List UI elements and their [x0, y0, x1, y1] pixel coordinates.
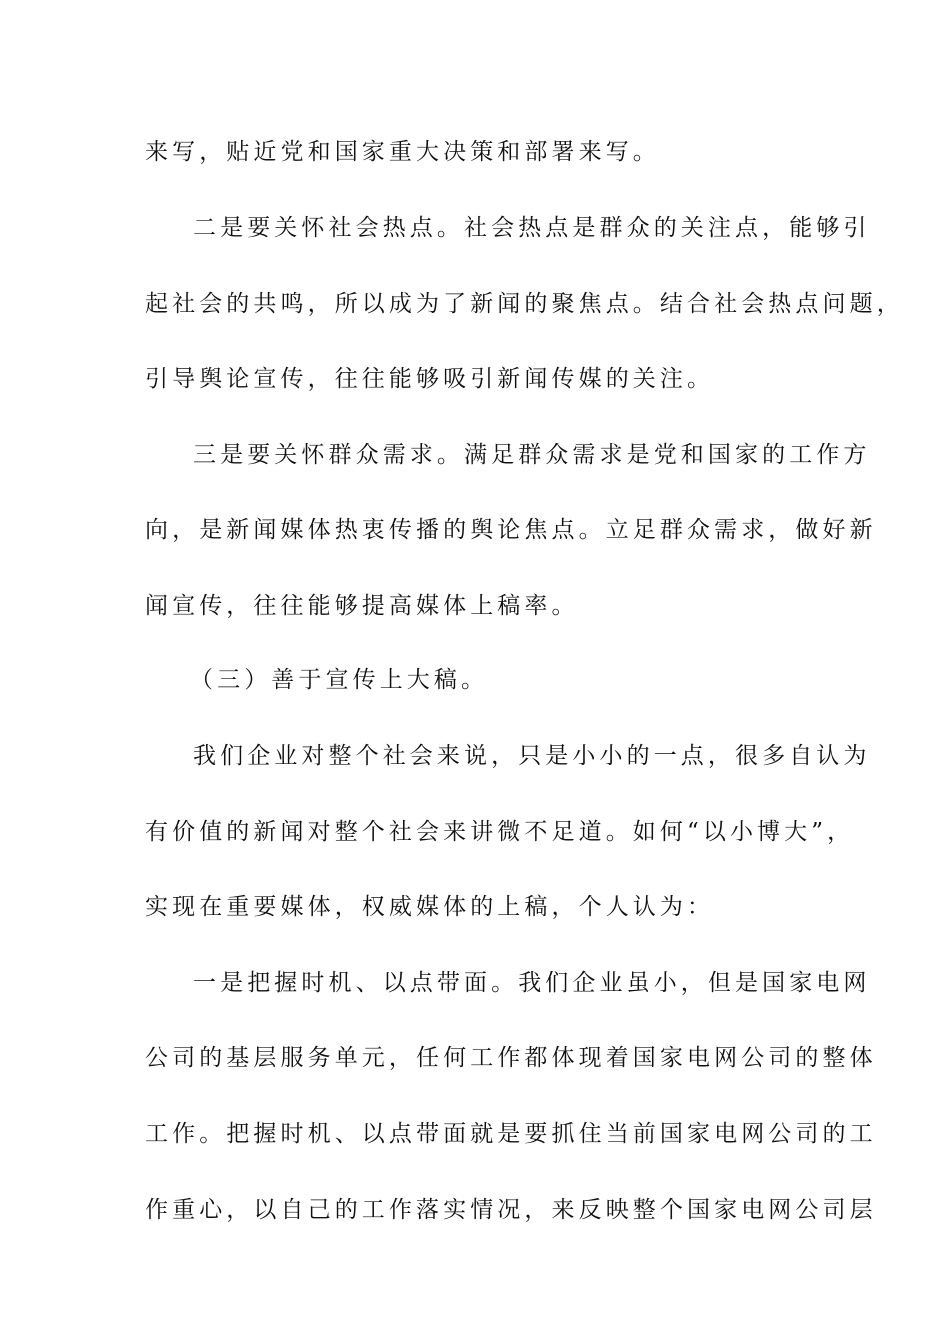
- text-line: 闻宣传，往往能够提高媒体上稿率。: [145, 593, 579, 619]
- text-line: 实现在重要媒体，权威媒体的上稿，个人认为：: [145, 894, 715, 920]
- paragraph-start-line: 二是要关怀社会热点。社会热点是群众的关注点，能够引: [193, 215, 871, 241]
- text-line: 起社会的共鸣，所以成为了新闻的聚焦点。结合社会热点问题，: [145, 291, 904, 317]
- text-line: 向，是新闻媒体热衷传播的舆论焦点。立足群众需求，做好新: [145, 517, 877, 543]
- text-line: 来写，贴近党和国家重大决策和部署来写。: [145, 139, 660, 165]
- text-line: 引导舆论宣传，往往能够吸引新闻传媒的关注。: [145, 366, 715, 392]
- text-line: 有价值的新闻对整个社会来讲微不足道。如何“以小博大”，: [145, 819, 855, 845]
- text-line: 工作。把握时机、以点带面就是要抓住当前国家电网公司的工: [145, 1121, 877, 1147]
- section-heading: （三）善于宣传上大稿。: [190, 667, 489, 693]
- text-line: 公司的基层服务单元，任何工作都体现着国家电网公司的整体: [145, 1045, 877, 1071]
- paragraph-start-line: 一是把握时机、以点带面。我们企业虽小，但是国家电网: [193, 970, 871, 996]
- text-line: 作重心，以自己的工作落实情况，来反映整个国家电网公司层: [145, 1197, 877, 1223]
- paragraph-start-line: 三是要关怀群众需求。满足群众需求是党和国家的工作方: [193, 442, 871, 468]
- paragraph-start-line: 我们企业对整个社会来说，只是小小的一点，很多自认为: [193, 743, 871, 769]
